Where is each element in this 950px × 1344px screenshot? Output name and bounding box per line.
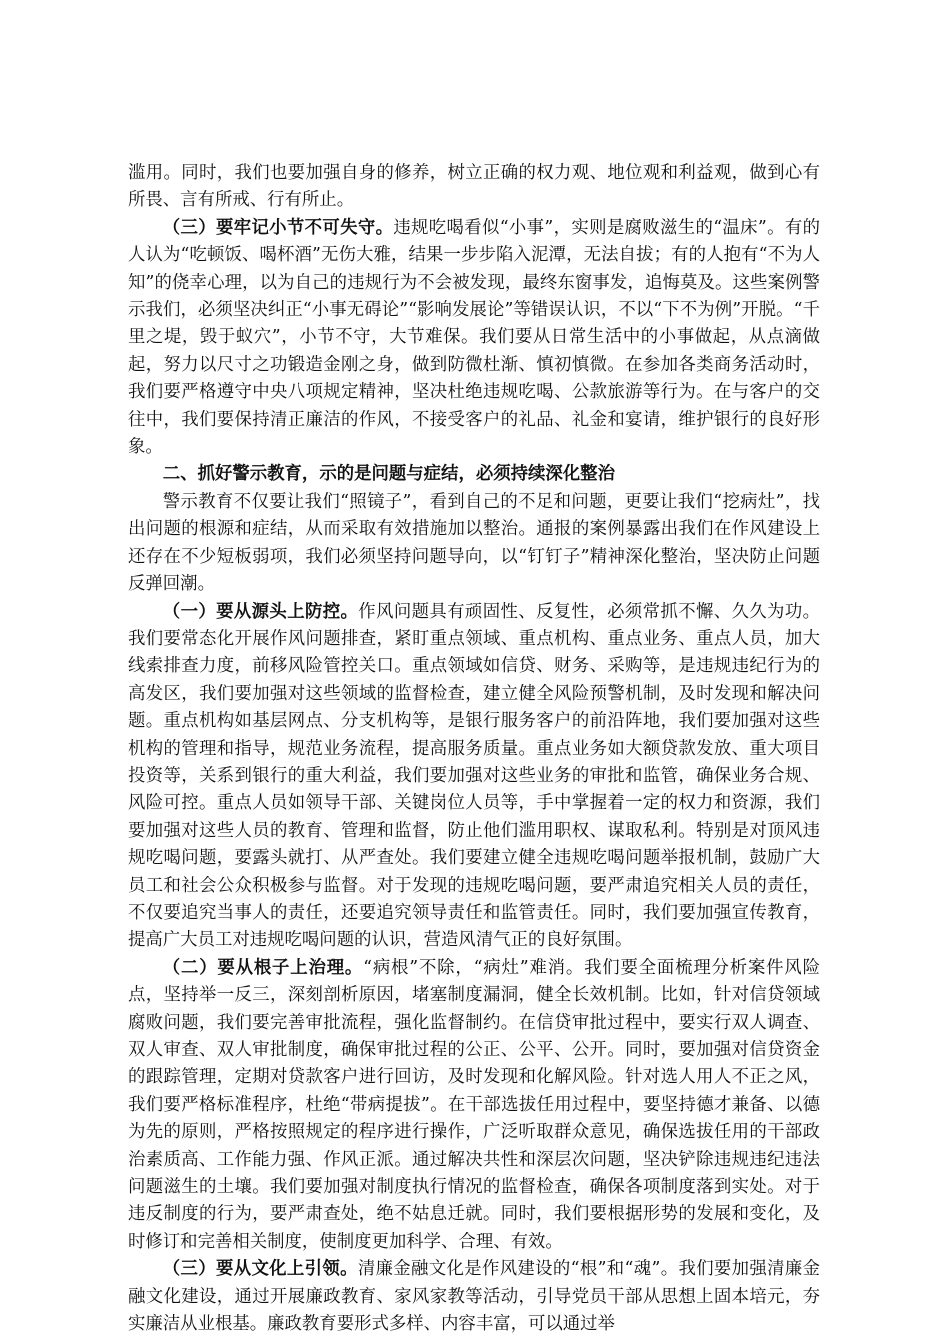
paragraph-text: 滥用。同时，我们也要加强自身的修养，树立正确的权力观、地位观和利益观，做到心有所畏、言有所戒、行有所止。 xyxy=(128,163,820,211)
paragraph-text: 违规吃喝看似“小事”，实则是腐败滋生的“温床”。有的人认为“吃顿饭、喝杯酒”无伤大雅，结果一步步陷入泥潭，无法自拔；有的人抱有“不为人知”的侥幸心理，以为自己的违规行为不会被发现，最终东窗事发，追悔莫及。这些案例警示我们，必须坚决纠正“小事无碍论”“影响发展论”等错误认识，不以“下不为例”开脱。“千里之堤，毁于蚁穴”，小节不守，大节难保。我们要从日常生活中的小事做起，从点滴做起，努力以尺寸之功锻造金刚之身，做到防微杜渐、慎初慎微。在参加各类商务活动时，我们要严格遵守中央八项规定精神，坚决杜绝违规吃喝、公款旅游等行为。在与客户的交往中，我们要保持清正廉洁的作风，不接受客户的礼品、礼金和宴请，维护银行的良好形象。 xyxy=(128,217,820,458)
paragraph-text: 清廉金融文化是作风建设的“根”和“魂”。我们要加强清廉金融文化建设，通过开展廉政教育、家风家教等活动，引导党员干部从思想上固本培元，夯实廉洁从业根基。廉政教育要形式多样、内容丰富，可以通过举 xyxy=(128,1259,820,1335)
paragraph-text: 警示教育不仅要让我们“照镜子”，看到自己的不足和问题，更要让我们“挖病灶”，找出问题的根源和症结，从而采取有效措施加以整治。通报的案例暴露出我们在作风建设上还存在不少短板弱项，我们必须坚持问题导向，以“钉钉子”精神深化整治，坚决防止问题反弹回潮。 xyxy=(128,491,820,595)
paragraph-continuation xyxy=(128,160,820,215)
section-heading-2: 二、抓好警示教育，示的是问题与症结，必须持续深化整治 xyxy=(162,464,615,485)
paragraph-text: 作风问题具有顽固性、反复性，必须常抓不懈、久久为功。我们要常态化开展作风问题排查，紧盯重点领域、重点机构、重点业务、重点人员，加大线索排查力度，前移风险管控关口。重点领域如信贷、财务、采购等，是违规违纪行为的高发区，我们要加强对这些领域的监督检查，建立健全风险预警机制，及时发现和解决问题。重点机构如基层网点、分支机构等，是银行服务客户的前沿阵地，我们要加强对这些机构的管理和指导，规范业务流程，提高服务质量。重点业务如大额贷款发放、重大项目投资等，关系到银行的重大利益，我们要加强对这些业务的审批和监管，确保业务合规、风险可控。重点人员如领导干部、关键岗位人员等，手中掌握着一定的权力和资源，我们要加强对这些人员的教育、管理和监督，防止他们滥用职权、谋取私利。特别是对顶风违规吃喝问题，要露头就打、从严查处。我们要建立健全违规吃喝问题举报机制，鼓励广大员工和社会公众积极参与监督。对于发现的违规吃喝问题，要严肃追究相关人员的责任，不仅要追究当事人的责任，还要追究领导责任和监管责任。同时，我们要加强宣传教育，提高广大员工对违规吃喝问题的认识，营造风清气正的良好氛围。 xyxy=(128,601,820,951)
paragraph-lead: （一）要从源头上防控。 xyxy=(162,601,359,622)
document-page xyxy=(128,160,820,1338)
paragraph-lead: （三）要从文化上引领。 xyxy=(162,1259,358,1280)
paragraph-section-2-intro xyxy=(128,489,820,599)
paragraph-subsection-2-root-governance xyxy=(128,955,820,1256)
paragraph-lead: （二）要从根子上治理。 xyxy=(162,957,364,978)
paragraph-subsection-3-culture-leading xyxy=(128,1256,820,1338)
paragraph-lead: （三）要牢记小节不可失守。 xyxy=(162,217,394,238)
paragraph-text: “病根”不除，“病灶”难消。我们要全面梳理分析案件风险点，坚持举一反三，深刻剖析原因，堵塞制度漏洞，健全长效机制。比如，针对信贷领域腐败问题，我们要完善审批流程，强化监督制约。在信贷审批过程中，要实行双人调查、双人审查、双人审批制度，确保审批过程的公正、公平、公开。同时，要加强对信贷资金的跟踪管理，定期对贷款客户进行回访，及时发现和化解风险。针对选人用人不正之风，我们要严格标准程序，杜绝“带病提拔”。在干部选拔任用过程中，要坚持德才兼备、以德为先的原则，严格按照规定的程序进行操作，广泛听取群众意见，确保选拔任用的干部政治素质高、工作能力强、作风正派。通过解决共性和深层次问题，坚决铲除违规违纪违法问题滋生的土壤。我们要加强对制度执行情况的监督检查，确保各项制度落到实处。对于违反制度的行为，要严肃查处，绝不姑息迁就。同时，我们要根据形势的发展和变化，及时修订和完善相关制度，使制度更加科学、合理、有效。 xyxy=(128,957,820,1252)
paragraph-subsection-1-source-control xyxy=(128,599,820,955)
paragraph-section-3-minor-details xyxy=(128,215,820,462)
